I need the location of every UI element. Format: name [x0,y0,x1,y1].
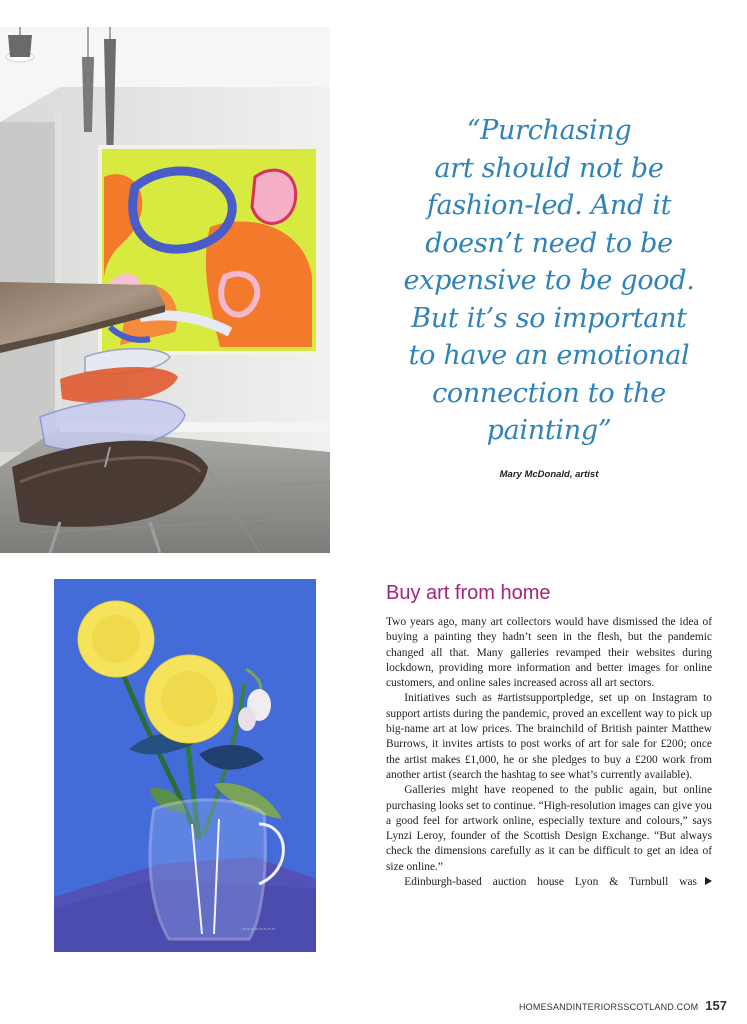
pull-quote [360,112,738,450]
page-number: 157 [705,998,727,1013]
page-footer [519,998,727,1013]
quote-credit: Mary McDonald, artist [499,469,599,480]
flower-painting [54,579,316,952]
article-paragraph: Galleries might have reopened to the public again, but online purchasing looks set to continue. “High-resolution images can give you a good feel for artwork online, especially texture and colours,” says Lynzi Leroy, founder of the Scottish Design Exchange. “But always check the dimensions carefully as it can be difficult to get an idea of size online.” [386,784,712,873]
quote-line: expensive to be good. [403,265,695,296]
svg-text:~~~~~~~~: ~~~~~~~~ [242,927,276,933]
article-title: Buy art from home [386,582,551,604]
footer-website: HOMESANDINTERIORSSCOTLAND.COM [518,1002,699,1012]
arrow-right-icon [705,877,712,885]
article-body [386,615,712,890]
quote-line: But it’s so important [411,302,687,334]
interior-photo [0,27,330,553]
article-paragraph: Initiatives such as #artistsupportpledge, set up on Instagram to support artists during the pandemic, proved an excellent way to pick up big-name art at low prices. The brainchild of British painter Matthew Burrows, it invites artists to post works of art for sale for £200; once the artist makes £1,000, he or she pledges to buy a £200 work from another artist (search the hashtag to see what’s currently available). [386,692,712,781]
article-paragraph: Two years ago, many art collectors would have dismissed the idea of buying a painting they hadn’t seen in the flesh, but the pandemic changed all that. Many galleries revamped their websites during lockdown, providing more information and better images for online customers, and online sales increased across all art sectors. [386,616,712,690]
quote-line: “Purchasing [466,115,632,146]
quote-line: doesn’t need to be [425,227,673,259]
article-paragraph-continued [386,875,712,890]
quote-line: connection to the [432,377,666,409]
quote-line: to have an emotional [408,340,690,371]
quote-line: art should not be [434,152,664,184]
quote-line: painting” [486,415,612,446]
article-last-line: Edinburgh-based auction house Lyon & Turnbull was [404,876,697,889]
quote-line: fashion-led. And it [426,190,672,221]
